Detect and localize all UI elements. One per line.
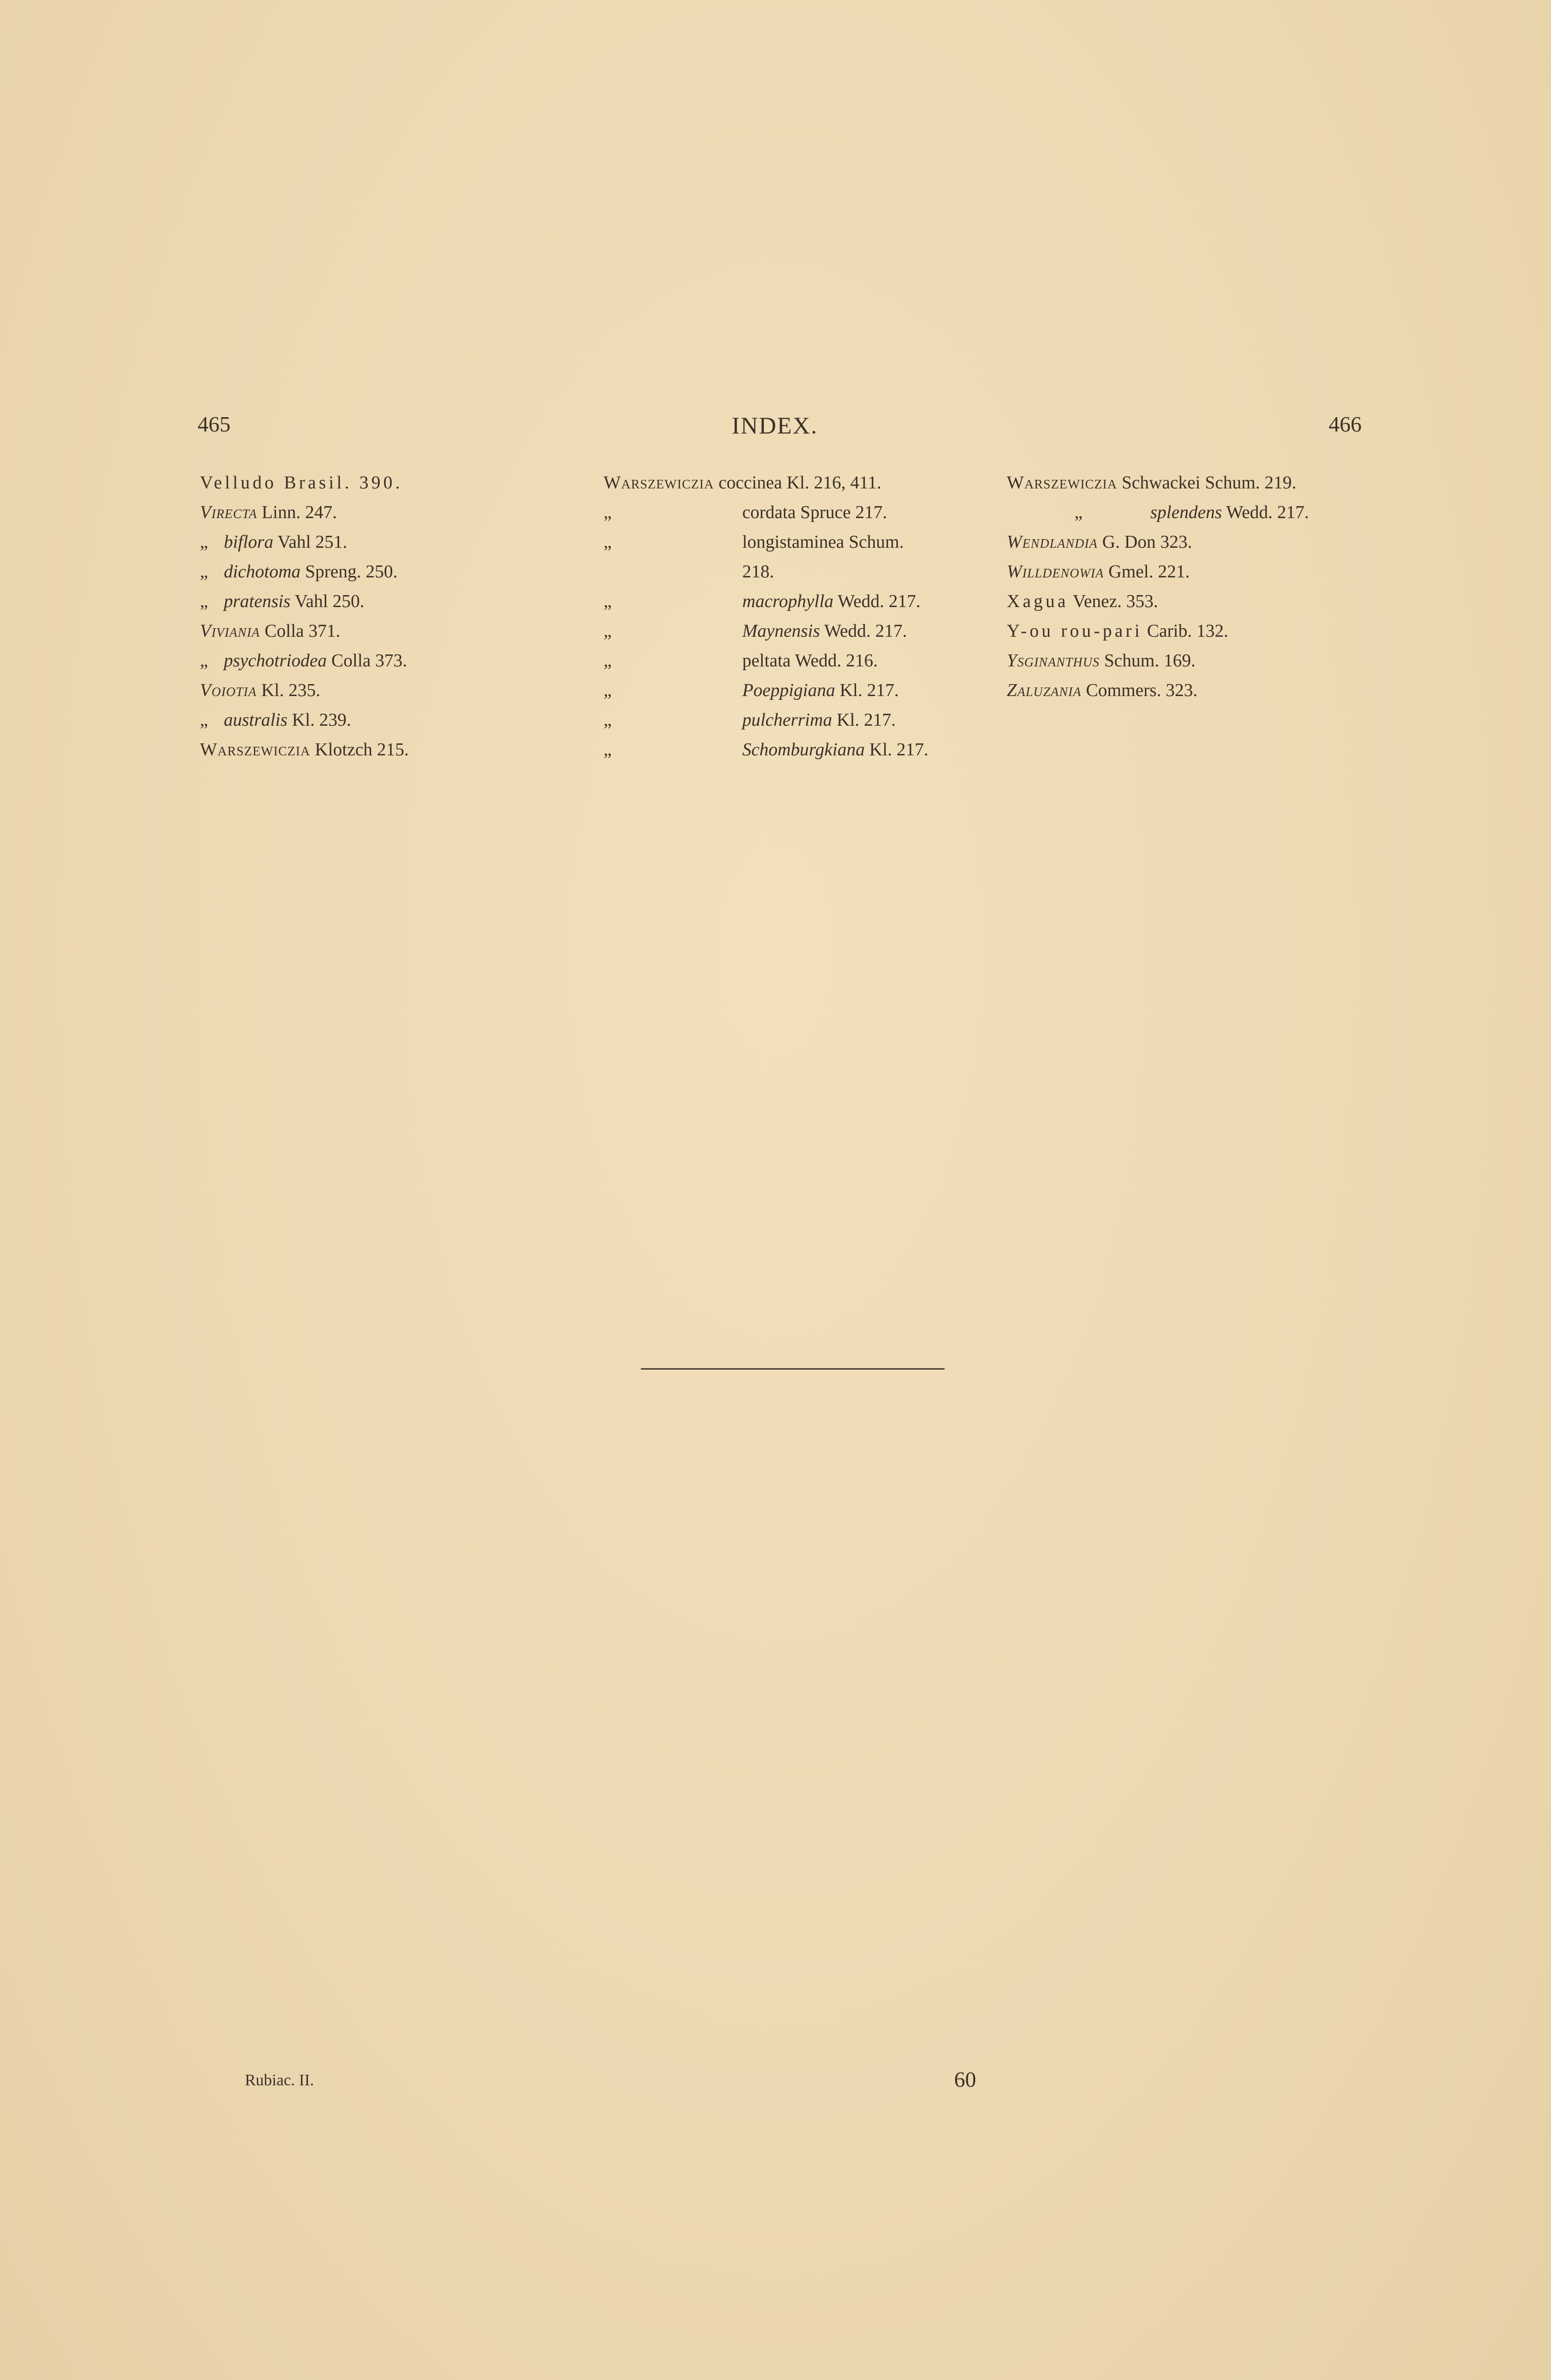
index-entry: „ biflora Vahl 251. bbox=[200, 527, 506, 557]
index-column-1 bbox=[200, 468, 506, 764]
index-entry: Willdenowia Gmel. 221. bbox=[1007, 562, 1190, 582]
species-name: macrophylla bbox=[742, 591, 834, 611]
ditto-mark: „ bbox=[1074, 502, 1083, 522]
index-entry: „ macrophylla Wedd. 217. bbox=[604, 587, 986, 616]
species-name: dichotoma bbox=[224, 562, 301, 582]
index-entry: „ cordata Spruce 217. bbox=[604, 498, 986, 527]
index-entry: Ysginanthus Schum. 169. bbox=[1007, 651, 1196, 671]
index-entry: „ Poeppigiana Kl. 217. bbox=[604, 675, 986, 705]
index-entry: Warszewiczia Schwackei Schum. 219. bbox=[1007, 473, 1297, 493]
ditto-mark: „ bbox=[604, 532, 612, 552]
index-entry: „ dichotoma Spreng. 250. bbox=[200, 557, 506, 587]
genus-name: Voiotia bbox=[200, 680, 257, 700]
species-name: Poeppigiana bbox=[742, 680, 836, 700]
vernacular-name: Xagua bbox=[1007, 591, 1069, 611]
page-header bbox=[0, 411, 1551, 450]
index-entry: Warszewiczia Klotzch 215. bbox=[200, 740, 409, 760]
index-entry-continuation: 218. bbox=[742, 562, 774, 582]
species-name: Schomburgkiana bbox=[742, 740, 865, 760]
index-entry: Zaluzania Commers. 323. bbox=[1007, 680, 1198, 700]
ditto-mark: „ bbox=[604, 710, 612, 730]
index-entry: Y-ou rou-pari Carib. 132. bbox=[1007, 621, 1229, 641]
ditto-mark: „ bbox=[200, 591, 208, 611]
genus-name: Willdenowia bbox=[1007, 562, 1104, 582]
ditto-mark: „ bbox=[200, 651, 208, 671]
index-entry: Xagua Venez. 353. bbox=[1007, 591, 1158, 611]
ditto-mark: „ bbox=[604, 651, 612, 671]
index-entry: Viviania Colla 371. bbox=[200, 621, 341, 641]
species-name: pratensis bbox=[224, 591, 291, 611]
index-entry: Virecta Linn. 247. bbox=[200, 502, 337, 522]
species-name: biflora bbox=[224, 532, 274, 552]
genus-name: Warszewiczia bbox=[604, 473, 714, 493]
ditto-mark: „ bbox=[604, 502, 612, 522]
index-entry: „ pratensis Vahl 250. bbox=[200, 587, 506, 616]
index-entry: „ splendens Wedd. 217. bbox=[1007, 498, 1399, 527]
index-entry: Velludo Brasil. 390. bbox=[200, 473, 403, 493]
index-entry: „ Maynensis Wedd. 217. bbox=[604, 616, 986, 646]
species-name: pulcherrima bbox=[742, 710, 832, 730]
genus-name: Warszewiczia bbox=[200, 740, 310, 760]
ditto-mark: „ bbox=[200, 562, 208, 582]
index-entry: „ peltata Wedd. 216. bbox=[604, 646, 986, 675]
species-name: australis bbox=[224, 710, 288, 730]
index-column-2 bbox=[604, 468, 986, 764]
ditto-mark: „ bbox=[200, 532, 208, 552]
index-entry: Warszewiczia coccinea Kl. 216, 411. bbox=[604, 473, 881, 493]
species-name: Maynensis bbox=[742, 621, 820, 641]
ditto-mark: „ bbox=[604, 680, 612, 700]
species-name: splendens bbox=[1150, 502, 1222, 522]
genus-name: Zaluzania bbox=[1007, 680, 1082, 700]
vernacular-name: Y-ou rou-pari bbox=[1007, 621, 1143, 641]
ditto-mark: „ bbox=[604, 740, 612, 760]
genus-name: Ysginanthus bbox=[1007, 651, 1100, 671]
genus-name: Virecta bbox=[200, 502, 257, 522]
genus-name: Wendlandia bbox=[1007, 532, 1098, 552]
index-entry: „ longistaminea Schum. bbox=[604, 527, 986, 557]
index-column-3 bbox=[1007, 468, 1399, 705]
page-number-left: 465 bbox=[198, 412, 231, 436]
index-entry: „ australis Kl. 239. bbox=[200, 705, 506, 735]
signature-mark: Rubiac. II. bbox=[245, 2071, 314, 2089]
genus-name: Warszewiczia bbox=[1007, 473, 1117, 493]
ditto-mark: „ bbox=[200, 710, 208, 730]
index-entry: „ Schomburgkiana Kl. 217. bbox=[604, 735, 986, 764]
index-entry: „ pulcherrima Kl. 217. bbox=[604, 705, 986, 735]
genus-name: Viviania bbox=[200, 621, 260, 641]
ditto-mark: „ bbox=[604, 621, 612, 641]
page-title: INDEX. bbox=[732, 412, 818, 439]
ditto-mark: „ bbox=[604, 591, 612, 611]
page-number-right: 466 bbox=[1329, 412, 1362, 436]
index-entry: „ psychotriodea Colla 373. bbox=[200, 646, 506, 675]
index-entry: Voiotia Kl. 235. bbox=[200, 680, 320, 700]
index-entry: Wendlandia G. Don 323. bbox=[1007, 532, 1192, 552]
species-name: psychotriodea bbox=[224, 651, 327, 671]
section-divider bbox=[641, 1368, 945, 1370]
sheet-number: 60 bbox=[954, 2067, 976, 2092]
